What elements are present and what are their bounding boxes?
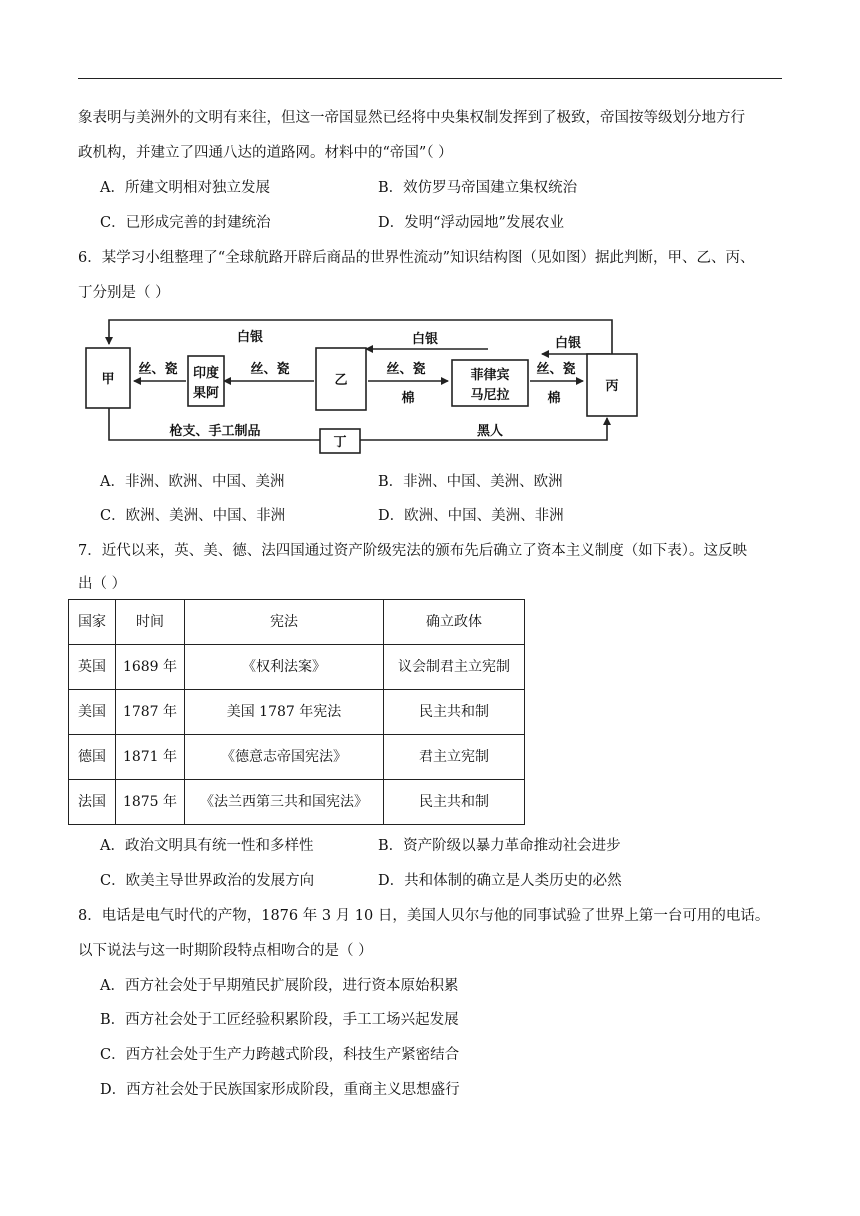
table-header-cell: 时间 [116,600,185,645]
q8-option-d[interactable]: D．西方社会处于民族国家形成阶段，重商主义思想盛行 [100,1082,460,1098]
q5-option-c[interactable]: C．已形成完善的封建统治 [100,215,271,231]
q5-option-a[interactable]: A．所建文明相对独立发展 [100,180,270,196]
table-header-cell: 宪法 [185,600,384,645]
q6-stem-line1: 6．某学习小组整理了“全球航路开辟后商品的世界性流动”知识结构图（见如图）据此判断，甲、乙、丙、 [78,250,755,266]
label-manila-2: 马尼拉 [470,388,510,403]
table-cell: 1871 年 [116,735,185,780]
table-cell: 《法兰西第三共和国宪法》 [185,780,384,825]
table-row [69,735,525,780]
q5-option-b[interactable]: B．效仿罗马帝国建立集权统治 [378,180,578,196]
q8-option-c[interactable]: C．西方社会处于生产力跨越式阶段，科技生产紧密结合 [100,1047,460,1063]
table-cell: 1787 年 [116,690,185,735]
header-rule [78,78,782,79]
trade-flow-diagram [80,316,640,458]
table-cell: 1689 年 [116,645,185,690]
label-ding: 丁 [333,435,347,450]
q6-option-d[interactable]: D．欧洲、中国、美洲、非洲 [378,508,564,524]
label-silk-3: 丝、瓷 [386,362,426,377]
table-cell: 《权利法案》 [185,645,384,690]
table-cell: 民主共和制 [384,690,525,735]
q6-stem-line2: 丁分别是（ ） [78,285,170,301]
q7-stem-line2: 出（ ） [78,576,127,592]
table-cell: 英国 [69,645,116,690]
q5-stem-line1: 象表明与美洲外的文明有来往，但这一帝国显然已经将中央集权制发挥到了极致，帝国按等级划分地方行 [78,110,745,126]
q7-stem-line1: 7．近代以来，英、美、德、法四国通过资产阶级宪法的颁布先后确立了资本主义制度（如下表）。这反映 [78,543,747,559]
label-bing: 丙 [605,379,619,394]
q7-option-d[interactable]: D．共和体制的确立是人类历史的必然 [378,873,622,889]
q8-option-b[interactable]: B．西方社会处于工匠经验积累阶段，手工工场兴起发展 [100,1012,459,1028]
label-yi: 乙 [334,373,348,388]
table-cell: 德国 [69,735,116,780]
q8-option-a[interactable]: A．西方社会处于早期殖民扩展阶段，进行资本原始积累 [100,978,459,994]
q5-option-d[interactable]: D．发明“浮动园地”发展农业 [378,215,564,231]
label-india-1: 印度 [192,366,220,381]
table-row [69,645,525,690]
q6-option-b[interactable]: B．非洲、中国、美洲、欧洲 [378,474,563,490]
table-cell: 君主立宪制 [384,735,525,780]
table-cell: 美国 1787 年宪法 [185,690,384,735]
label-slaves: 黑人 [476,424,504,439]
label-india-2: 果阿 [192,386,220,401]
label-cotton-1: 棉 [401,391,415,406]
label-guns: 枪支、手工制品 [169,424,261,439]
constitution-table [68,599,525,825]
label-jia: 甲 [101,372,115,387]
table-header-cell: 国家 [69,600,116,645]
table-cell: 《德意志帝国宪法》 [185,735,384,780]
label-silk-1: 丝、瓷 [138,362,178,377]
table-cell: 法国 [69,780,116,825]
q8-stem-line1: 8．电话是电气时代的产物，1876 年 3 月 10 日，美国人贝尔与他的同事试验了世界上第一台可用的电话。 [78,908,770,924]
q7-option-c[interactable]: C．欧美主导世界政治的发展方向 [100,873,315,889]
label-silver-top: 白银 [236,330,264,345]
table-cell: 1875 年 [116,780,185,825]
q7-option-a[interactable]: A．政治文明具有统一性和多样性 [100,838,314,854]
label-cotton-2: 棉 [547,391,561,406]
table-cell: 议会制君主立宪制 [384,645,525,690]
q7-option-b[interactable]: B．资产阶级以暴力革命推动社会进步 [378,838,621,854]
label-silver-mid: 白银 [411,332,439,347]
table-cell: 美国 [69,690,116,735]
q5-stem-line2: 政机构，并建立了四通八达的道路网。材料中的“帝国”（ ） [78,145,453,161]
table-row [69,690,525,735]
q6-option-a[interactable]: A．非洲、欧洲、中国、美洲 [100,474,285,490]
table-header-cell: 确立政体 [384,600,525,645]
label-silk-2: 丝、瓷 [250,362,290,377]
table-header-row [69,600,525,645]
q6-option-c[interactable]: C．欧洲、美洲、中国、非洲 [100,508,286,524]
table-cell: 民主共和制 [384,780,525,825]
label-manila-1: 菲律宾 [470,368,510,383]
label-silver-right: 白银 [554,336,582,351]
label-silk-4: 丝、瓷 [536,362,576,377]
q8-stem-line2: 以下说法与这一时期阶段特点相吻合的是（ ） [78,943,373,959]
table-row [69,780,525,825]
